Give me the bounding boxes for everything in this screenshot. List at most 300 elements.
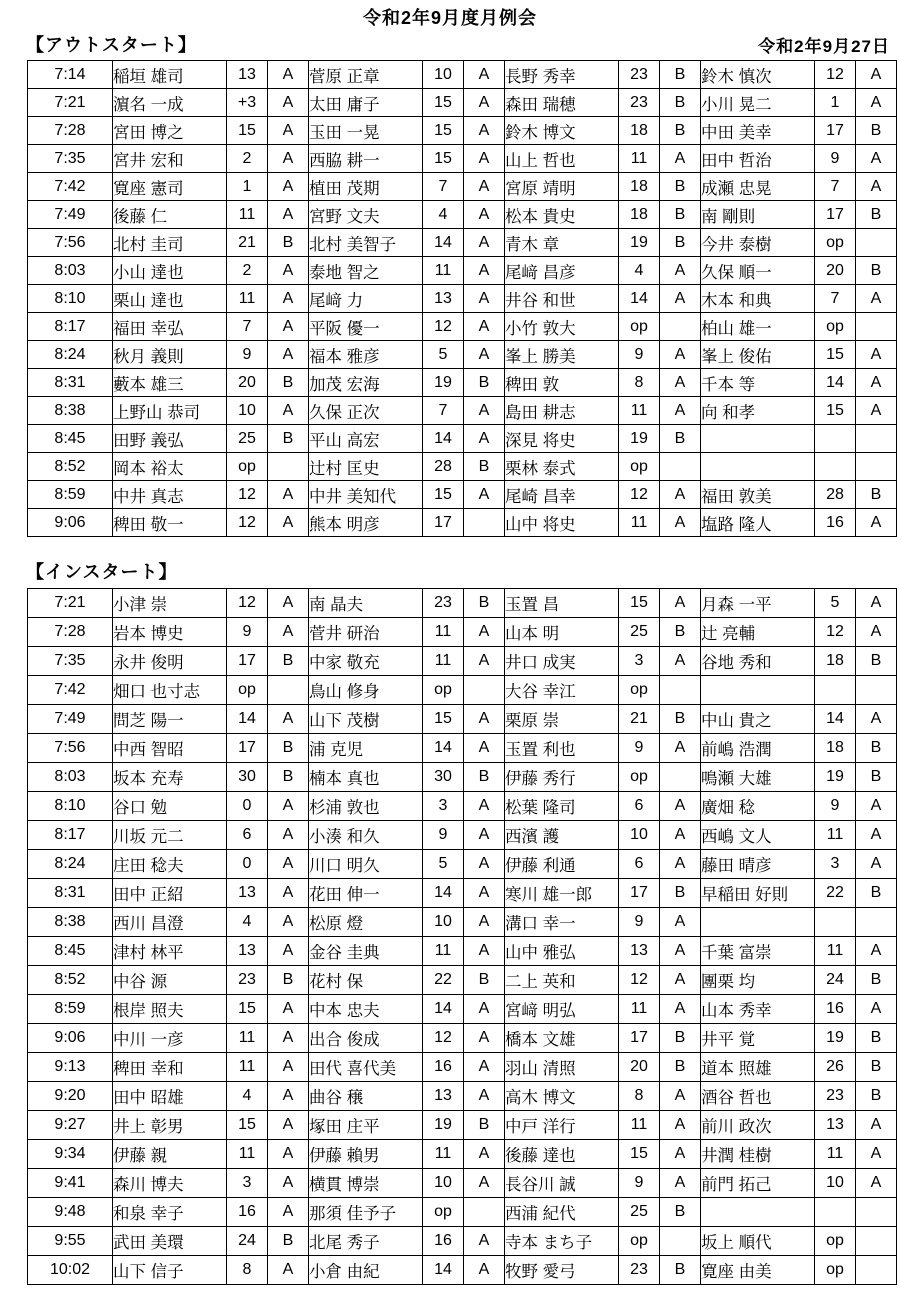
- player-name-cell: 寺本 まち子: [505, 1227, 619, 1256]
- player-name-cell: 濵名 一成: [113, 89, 227, 117]
- table-row: [28, 589, 897, 618]
- table-row: [28, 453, 897, 481]
- class-cell: A: [660, 341, 701, 369]
- class-cell: A: [464, 908, 505, 937]
- class-cell: A: [660, 1169, 701, 1198]
- handicap-cell: op: [815, 229, 856, 257]
- handicap-cell: 10: [227, 397, 268, 425]
- handicap-cell: 11: [423, 618, 464, 647]
- player-name-cell: 楠本 真也: [309, 763, 423, 792]
- table-row: [28, 966, 897, 995]
- player-name-cell: 稲垣 雄司: [113, 61, 227, 89]
- player-name-cell: [701, 1198, 815, 1227]
- player-name-cell: 西浦 紀代: [505, 1198, 619, 1227]
- player-name-cell: 小川 晃二: [701, 89, 815, 117]
- handicap-cell: 11: [815, 1140, 856, 1169]
- handicap-cell: 4: [227, 908, 268, 937]
- time-cell: 8:24: [28, 850, 113, 879]
- class-cell: A: [268, 1140, 309, 1169]
- class-cell: A: [464, 705, 505, 734]
- handicap-cell: 17: [815, 117, 856, 145]
- player-name-cell: 峯上 俊佑: [701, 341, 815, 369]
- handicap-cell: 11: [227, 1053, 268, 1082]
- class-cell: A: [660, 589, 701, 618]
- player-name-cell: 福本 雅彦: [309, 341, 423, 369]
- handicap-cell: 13: [815, 1111, 856, 1140]
- class-cell: B: [660, 1256, 701, 1285]
- time-cell: 9:48: [28, 1198, 113, 1227]
- class-cell: A: [464, 879, 505, 908]
- time-cell: 8:03: [28, 257, 113, 285]
- player-name-cell: 稗田 幸和: [113, 1053, 227, 1082]
- class-cell: A: [660, 1082, 701, 1111]
- handicap-cell: 18: [815, 734, 856, 763]
- player-name-cell: 玉置 利也: [505, 734, 619, 763]
- handicap-cell: 13: [227, 61, 268, 89]
- handicap-cell: 5: [423, 341, 464, 369]
- class-cell: B: [464, 966, 505, 995]
- player-name-cell: 田中 正紹: [113, 879, 227, 908]
- player-name-cell: 前川 政次: [701, 1111, 815, 1140]
- time-cell: 8:31: [28, 369, 113, 397]
- time-cell: 7:42: [28, 676, 113, 705]
- out-start-table-body: [28, 61, 897, 537]
- player-name-cell: 鈴木 慎次: [701, 61, 815, 89]
- class-cell: A: [660, 369, 701, 397]
- handicap-cell: 14: [423, 995, 464, 1024]
- class-cell: A: [268, 481, 309, 509]
- player-name-cell: 千葉 富崇: [701, 937, 815, 966]
- handicap-cell: 1: [815, 89, 856, 117]
- handicap-cell: 16: [423, 1227, 464, 1256]
- handicap-cell: 8: [619, 1082, 660, 1111]
- time-cell: 8:59: [28, 995, 113, 1024]
- class-cell: A: [856, 173, 897, 201]
- table-row: [28, 201, 897, 229]
- class-cell: [660, 676, 701, 705]
- class-cell: [660, 1227, 701, 1256]
- handicap-cell: 22: [815, 879, 856, 908]
- player-name-cell: 森川 博夫: [113, 1169, 227, 1198]
- player-name-cell: 藤田 晴彦: [701, 850, 815, 879]
- handicap-cell: 17: [227, 647, 268, 676]
- player-name-cell: 大谷 幸江: [505, 676, 619, 705]
- table-row: [28, 397, 897, 425]
- player-name-cell: 平山 高宏: [309, 425, 423, 453]
- player-name-cell: 中谷 源: [113, 966, 227, 995]
- player-name-cell: 木本 和典: [701, 285, 815, 313]
- time-cell: 9:13: [28, 1053, 113, 1082]
- player-name-cell: 久保 正次: [309, 397, 423, 425]
- handicap-cell: 11: [423, 1140, 464, 1169]
- player-name-cell: 那須 佳予子: [309, 1198, 423, 1227]
- class-cell: A: [268, 879, 309, 908]
- handicap-cell: op: [619, 453, 660, 481]
- handicap-cell: 11: [423, 257, 464, 285]
- class-cell: A: [268, 850, 309, 879]
- handicap-cell: 7: [815, 173, 856, 201]
- handicap-cell: 12: [423, 1024, 464, 1053]
- class-cell: B: [268, 229, 309, 257]
- class-cell: A: [856, 995, 897, 1024]
- handicap-cell: 19: [619, 425, 660, 453]
- class-cell: A: [856, 1169, 897, 1198]
- handicap-cell: 0: [227, 792, 268, 821]
- class-cell: B: [660, 705, 701, 734]
- table-row: [28, 369, 897, 397]
- time-cell: 8:03: [28, 763, 113, 792]
- time-cell: 8:45: [28, 425, 113, 453]
- handicap-cell: 18: [619, 201, 660, 229]
- handicap-cell: op: [227, 676, 268, 705]
- class-cell: B: [856, 734, 897, 763]
- player-name-cell: 青木 章: [505, 229, 619, 257]
- handicap-cell: 22: [423, 966, 464, 995]
- handicap-cell: 23: [619, 1256, 660, 1285]
- table-row: [28, 229, 897, 257]
- player-name-cell: 中井 美知代: [309, 481, 423, 509]
- class-cell: [464, 1198, 505, 1227]
- player-name-cell: 金谷 圭典: [309, 937, 423, 966]
- class-cell: A: [268, 1024, 309, 1053]
- player-name-cell: 花村 保: [309, 966, 423, 995]
- player-name-cell: 塩路 隆人: [701, 509, 815, 537]
- time-cell: 8:52: [28, 453, 113, 481]
- time-cell: 8:10: [28, 285, 113, 313]
- class-cell: B: [660, 425, 701, 453]
- time-cell: 8:10: [28, 792, 113, 821]
- class-cell: A: [464, 61, 505, 89]
- player-name-cell: 南 剛則: [701, 201, 815, 229]
- player-name-cell: 後藤 達也: [505, 1140, 619, 1169]
- class-cell: B: [856, 117, 897, 145]
- table-row: [28, 425, 897, 453]
- player-name-cell: 山下 信子: [113, 1256, 227, 1285]
- handicap-cell: 15: [227, 995, 268, 1024]
- class-cell: A: [660, 285, 701, 313]
- handicap-cell: 21: [619, 705, 660, 734]
- player-name-cell: 小山 達也: [113, 257, 227, 285]
- player-name-cell: 北村 圭司: [113, 229, 227, 257]
- time-cell: 9:06: [28, 1024, 113, 1053]
- player-name-cell: 尾﨑 昌彦: [505, 257, 619, 285]
- handicap-cell: op: [815, 313, 856, 341]
- class-cell: A: [268, 589, 309, 618]
- player-name-cell: 問芝 陽一: [113, 705, 227, 734]
- handicap-cell: 18: [815, 647, 856, 676]
- table-row: [28, 705, 897, 734]
- class-cell: B: [856, 966, 897, 995]
- handicap-cell: 15: [619, 589, 660, 618]
- table-row: [28, 285, 897, 313]
- handicap-cell: 17: [619, 1024, 660, 1053]
- handicap-cell: 24: [815, 966, 856, 995]
- player-name-cell: 伊藤 親: [113, 1140, 227, 1169]
- handicap-cell: 15: [423, 89, 464, 117]
- table-row: [28, 850, 897, 879]
- table-row: [28, 763, 897, 792]
- player-name-cell: 中田 美幸: [701, 117, 815, 145]
- handicap-cell: 15: [423, 705, 464, 734]
- player-name-cell: 島田 耕志: [505, 397, 619, 425]
- player-name-cell: 杉浦 敦也: [309, 792, 423, 821]
- class-cell: B: [660, 879, 701, 908]
- handicap-cell: 25: [227, 425, 268, 453]
- handicap-cell: 9: [423, 821, 464, 850]
- class-cell: A: [856, 509, 897, 537]
- handicap-cell: 14: [423, 734, 464, 763]
- player-name-cell: 井谷 和世: [505, 285, 619, 313]
- player-name-cell: 山本 明: [505, 618, 619, 647]
- player-name-cell: 塚田 庄平: [309, 1111, 423, 1140]
- player-name-cell: 菅井 研治: [309, 618, 423, 647]
- handicap-cell: 3: [815, 850, 856, 879]
- class-cell: B: [268, 425, 309, 453]
- class-cell: B: [268, 966, 309, 995]
- handicap-cell: 15: [619, 1140, 660, 1169]
- time-cell: 7:35: [28, 145, 113, 173]
- class-cell: A: [660, 1111, 701, 1140]
- handicap-cell: 12: [815, 61, 856, 89]
- handicap-cell: 20: [815, 257, 856, 285]
- table-row: [28, 792, 897, 821]
- class-cell: A: [268, 1111, 309, 1140]
- handicap-cell: 18: [619, 117, 660, 145]
- class-cell: A: [268, 1256, 309, 1285]
- handicap-cell: op: [423, 1198, 464, 1227]
- handicap-cell: 14: [815, 369, 856, 397]
- class-cell: A: [268, 1082, 309, 1111]
- player-name-cell: 尾崎 昌幸: [505, 481, 619, 509]
- handicap-cell: 11: [423, 647, 464, 676]
- handicap-cell: 20: [227, 369, 268, 397]
- player-name-cell: 松葉 隆司: [505, 792, 619, 821]
- class-cell: A: [660, 966, 701, 995]
- handicap-cell: op: [619, 763, 660, 792]
- table-row: [28, 937, 897, 966]
- class-cell: A: [268, 257, 309, 285]
- table-row: [28, 145, 897, 173]
- player-name-cell: 田中 昭雄: [113, 1082, 227, 1111]
- handicap-cell: op: [227, 453, 268, 481]
- player-name-cell: 伊藤 秀行: [505, 763, 619, 792]
- player-name-cell: [701, 908, 815, 937]
- handicap-cell: 17: [619, 879, 660, 908]
- player-name-cell: 廣畑 稔: [701, 792, 815, 821]
- handicap-cell: 9: [815, 792, 856, 821]
- handicap-cell: 9: [619, 908, 660, 937]
- handicap-cell: 9: [227, 341, 268, 369]
- handicap-cell: 14: [423, 425, 464, 453]
- player-name-cell: 小竹 敦大: [505, 313, 619, 341]
- class-cell: A: [464, 257, 505, 285]
- class-cell: B: [856, 257, 897, 285]
- handicap-cell: 11: [423, 937, 464, 966]
- time-cell: 7:21: [28, 89, 113, 117]
- handicap-cell: 14: [423, 879, 464, 908]
- class-cell: A: [464, 229, 505, 257]
- class-cell: A: [856, 61, 897, 89]
- table-row: [28, 257, 897, 285]
- handicap-cell: 16: [227, 1198, 268, 1227]
- player-name-cell: 成瀬 忠晃: [701, 173, 815, 201]
- handicap-cell: 9: [815, 145, 856, 173]
- handicap-cell: +3: [227, 89, 268, 117]
- handicap-cell: 7: [423, 173, 464, 201]
- class-cell: B: [660, 1053, 701, 1082]
- class-cell: [856, 1227, 897, 1256]
- player-name-cell: 花田 伸一: [309, 879, 423, 908]
- time-cell: 9:41: [28, 1169, 113, 1198]
- class-cell: B: [464, 763, 505, 792]
- class-cell: A: [856, 850, 897, 879]
- class-cell: B: [268, 369, 309, 397]
- player-name-cell: 栗山 達也: [113, 285, 227, 313]
- player-name-cell: 川口 明久: [309, 850, 423, 879]
- player-name-cell: 加茂 宏海: [309, 369, 423, 397]
- handicap-cell: [815, 1198, 856, 1227]
- player-name-cell: 植田 茂期: [309, 173, 423, 201]
- player-name-cell: 岩本 博史: [113, 618, 227, 647]
- player-name-cell: 峯上 勝美: [505, 341, 619, 369]
- class-cell: B: [464, 1111, 505, 1140]
- handicap-cell: 30: [227, 763, 268, 792]
- handicap-cell: [815, 425, 856, 453]
- player-name-cell: 浦 克児: [309, 734, 423, 763]
- class-cell: B: [856, 1024, 897, 1053]
- class-cell: A: [464, 1256, 505, 1285]
- player-name-cell: 井口 成実: [505, 647, 619, 676]
- player-name-cell: 高木 博文: [505, 1082, 619, 1111]
- class-cell: A: [660, 509, 701, 537]
- time-cell: 7:49: [28, 201, 113, 229]
- handicap-cell: 10: [423, 61, 464, 89]
- handicap-cell: 9: [619, 341, 660, 369]
- class-cell: A: [268, 341, 309, 369]
- class-cell: A: [660, 850, 701, 879]
- player-name-cell: 長谷川 誠: [505, 1169, 619, 1198]
- player-name-cell: 横貫 博崇: [309, 1169, 423, 1198]
- section-heading-out: 【アウトスタート】: [26, 35, 197, 55]
- player-name-cell: 谷地 秀和: [701, 647, 815, 676]
- player-name-cell: 玉置 昌: [505, 589, 619, 618]
- handicap-cell: 5: [423, 850, 464, 879]
- player-name-cell: 秋月 義則: [113, 341, 227, 369]
- class-cell: A: [268, 1169, 309, 1198]
- class-cell: A: [464, 285, 505, 313]
- handicap-cell: 13: [423, 1082, 464, 1111]
- class-cell: A: [856, 341, 897, 369]
- player-name-cell: [701, 676, 815, 705]
- handicap-cell: 10: [423, 1169, 464, 1198]
- class-cell: A: [464, 647, 505, 676]
- handicap-cell: 4: [423, 201, 464, 229]
- player-name-cell: 栗林 泰式: [505, 453, 619, 481]
- player-name-cell: 出合 俊成: [309, 1024, 423, 1053]
- table-row: [28, 647, 897, 676]
- class-cell: [660, 763, 701, 792]
- time-cell: 7:14: [28, 61, 113, 89]
- player-name-cell: 橋本 文雄: [505, 1024, 619, 1053]
- class-cell: A: [268, 618, 309, 647]
- player-name-cell: 武田 美環: [113, 1227, 227, 1256]
- handicap-cell: 15: [423, 481, 464, 509]
- class-cell: A: [856, 1140, 897, 1169]
- handicap-cell: 28: [815, 481, 856, 509]
- class-cell: [856, 313, 897, 341]
- class-cell: A: [464, 313, 505, 341]
- class-cell: A: [464, 89, 505, 117]
- class-cell: B: [660, 618, 701, 647]
- table-row: [28, 89, 897, 117]
- handicap-cell: 13: [423, 285, 464, 313]
- handicap-cell: 2: [227, 257, 268, 285]
- player-name-cell: 玉田 一晃: [309, 117, 423, 145]
- player-name-cell: 曲谷 穣: [309, 1082, 423, 1111]
- handicap-cell: 4: [619, 257, 660, 285]
- player-name-cell: 道本 照雄: [701, 1053, 815, 1082]
- class-cell: B: [268, 1227, 309, 1256]
- handicap-cell: 21: [227, 229, 268, 257]
- class-cell: B: [268, 763, 309, 792]
- class-cell: [464, 676, 505, 705]
- class-cell: A: [464, 481, 505, 509]
- table-row: [28, 481, 897, 509]
- handicap-cell: op: [423, 676, 464, 705]
- class-cell: A: [464, 425, 505, 453]
- class-cell: A: [268, 285, 309, 313]
- handicap-cell: 7: [227, 313, 268, 341]
- class-cell: [660, 453, 701, 481]
- class-cell: A: [856, 792, 897, 821]
- player-name-cell: 福田 敦美: [701, 481, 815, 509]
- class-cell: A: [464, 618, 505, 647]
- player-name-cell: 柏山 雄一: [701, 313, 815, 341]
- player-name-cell: 森田 瑞穂: [505, 89, 619, 117]
- handicap-cell: 15: [815, 341, 856, 369]
- class-cell: A: [268, 117, 309, 145]
- out-start-table: [27, 60, 897, 537]
- handicap-cell: 15: [227, 117, 268, 145]
- class-cell: A: [660, 821, 701, 850]
- handicap-cell: 13: [227, 879, 268, 908]
- table-row: [28, 173, 897, 201]
- time-cell: 8:17: [28, 821, 113, 850]
- handicap-cell: 25: [619, 618, 660, 647]
- player-name-cell: 坂本 充寿: [113, 763, 227, 792]
- class-cell: A: [464, 1169, 505, 1198]
- table-row: [28, 1169, 897, 1198]
- class-cell: A: [660, 647, 701, 676]
- time-cell: 7:49: [28, 705, 113, 734]
- class-cell: A: [660, 257, 701, 285]
- class-cell: [856, 676, 897, 705]
- class-cell: B: [856, 1053, 897, 1082]
- table-row: [28, 117, 897, 145]
- player-name-cell: 中西 智昭: [113, 734, 227, 763]
- class-cell: A: [464, 201, 505, 229]
- class-cell: [856, 908, 897, 937]
- handicap-cell: 30: [423, 763, 464, 792]
- class-cell: A: [856, 618, 897, 647]
- player-name-cell: 北村 美智子: [309, 229, 423, 257]
- player-name-cell: 宮﨑 明弘: [505, 995, 619, 1024]
- class-cell: A: [856, 705, 897, 734]
- handicap-cell: 15: [227, 1111, 268, 1140]
- class-cell: A: [660, 1140, 701, 1169]
- player-name-cell: 津村 林平: [113, 937, 227, 966]
- class-cell: A: [268, 1198, 309, 1227]
